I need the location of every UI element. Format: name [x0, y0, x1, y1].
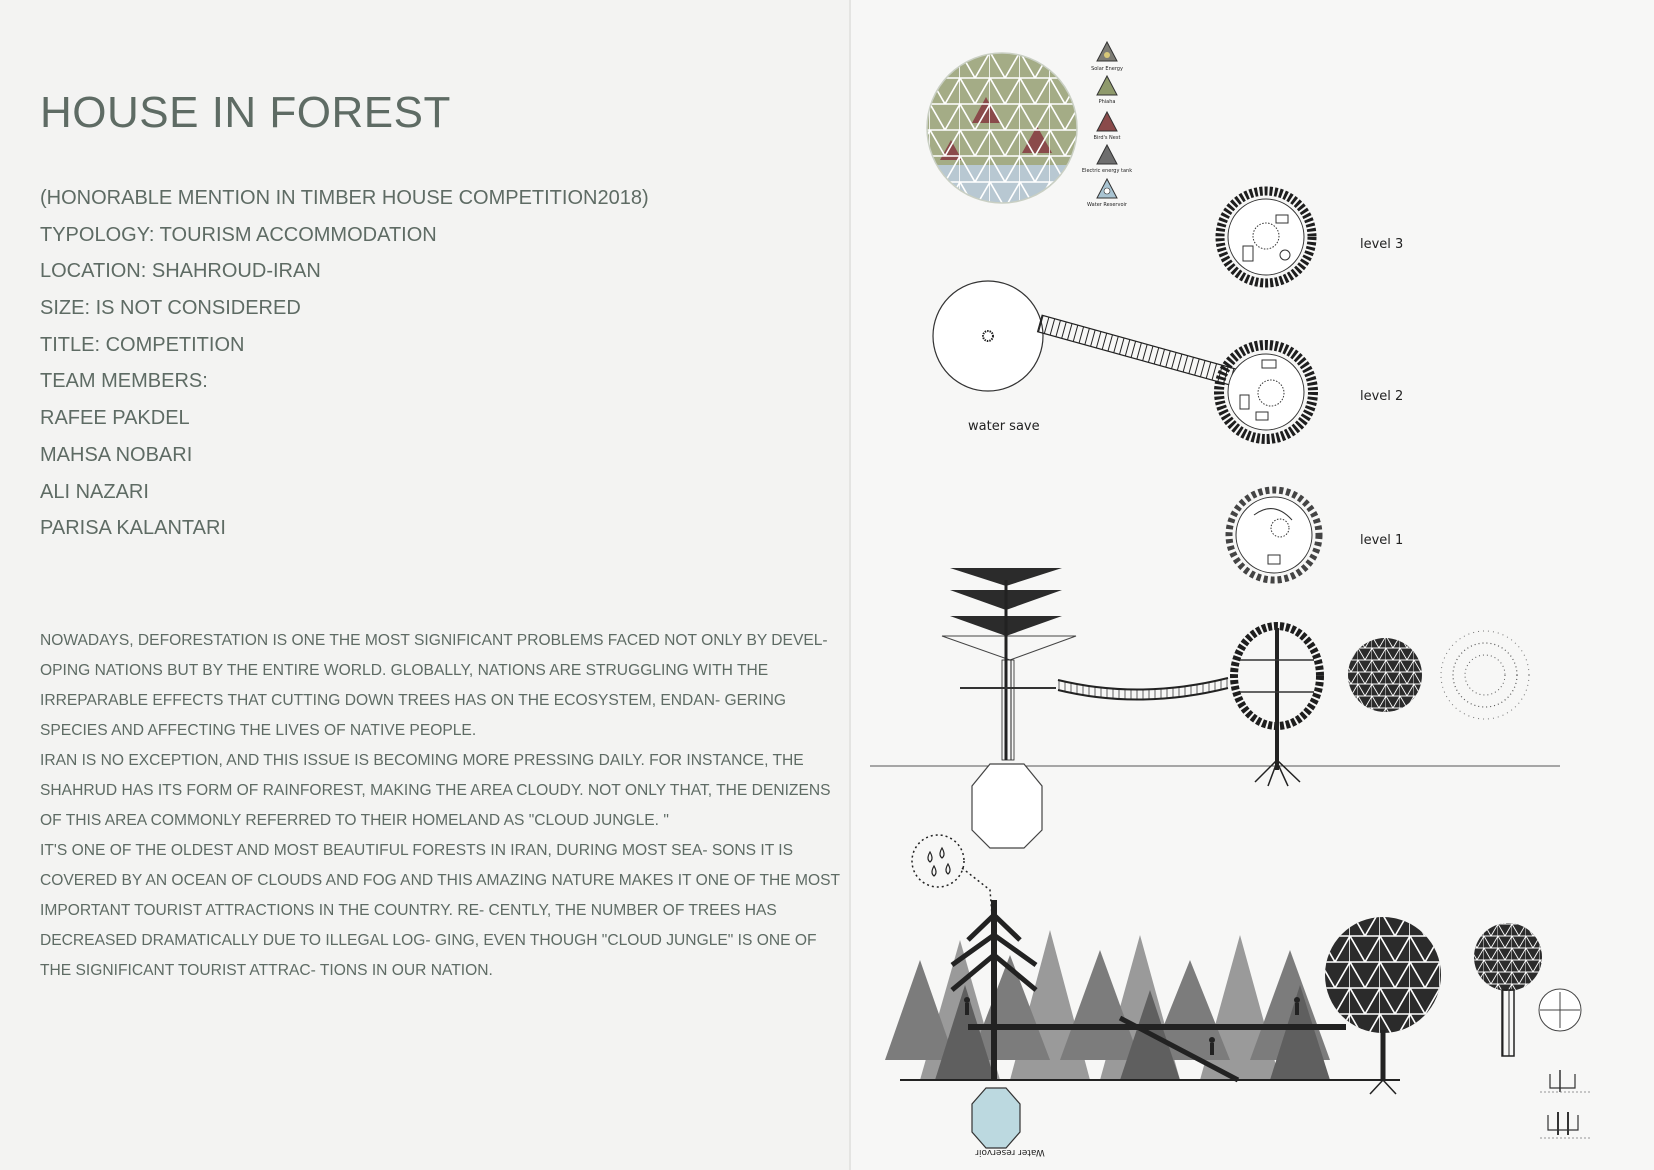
- roots: [1370, 1080, 1396, 1094]
- legend: [1082, 42, 1132, 208]
- water-drop-icon: [928, 848, 950, 876]
- foundation-detail: [1540, 1112, 1590, 1138]
- description-paragraph: IRAN IS NO EXCEPTION, AND THIS ISSUE IS BECOMING MORE PRESSING DAILY. FOR INSTANCE, THE SHAHRUD HAS ITS FORM OF RAINFOREST, MAKING THE AREA CLOUDY. NOT ONLY THAT, THE DENIZENS OF THIS AREA COMMONLY REFERRED TO THEIR HOMELAND AS "CLOUD JUNGLE. ": [40, 752, 831, 829]
- furniture: [1276, 215, 1288, 223]
- water-reservoir-tank: [972, 1088, 1020, 1148]
- plan-level-3: [1220, 191, 1403, 283]
- level-label: level 2: [1360, 389, 1404, 404]
- elevation-drawing: [870, 568, 1560, 848]
- info-line: (HONORABLE MENTION IN TIMBER HOUSE COMPETITION2018): [40, 187, 649, 209]
- tree-ladder: [1502, 990, 1514, 1056]
- water-drop-icon: [1104, 188, 1110, 194]
- funnel: [942, 636, 1076, 660]
- sun-icon: [1104, 52, 1110, 58]
- info-line: TEAM MEMBERS:: [40, 370, 208, 393]
- info-line: TITLE: COMPETITION: [40, 333, 245, 356]
- info-line: SIZE: IS NOT CONSIDERED: [40, 297, 301, 320]
- level-label: level 3: [1360, 237, 1404, 252]
- furniture: [1262, 360, 1276, 368]
- furniture: [1268, 555, 1280, 564]
- legend-item: [1091, 42, 1123, 72]
- info-line: TYPOLOGY: TOURISM ACCOMMODATION: [40, 223, 437, 246]
- underground-tank: [972, 764, 1042, 848]
- tower-ladder: [1002, 660, 1014, 760]
- foundation-detail: [1540, 1070, 1590, 1092]
- rain-bubble: [912, 835, 964, 887]
- furniture: [1243, 246, 1253, 261]
- team-member: PARISA KALANTARI: [40, 517, 226, 540]
- level-label: level 1: [1360, 533, 1404, 548]
- legend-label: Electric energy tank: [1081, 168, 1133, 174]
- legend-item: [1094, 112, 1121, 141]
- legend-label: Phiaha: [1098, 99, 1116, 105]
- furniture: [1240, 395, 1249, 409]
- description-paragraph: IT'S ONE OF THE OLDEST AND MOST BEAUTIFUL FORESTS IN IRAN, DURING MOST SEA- SONS IT IS COVERED BY AN OCEAN OF CLOUDS AND FOG AND THIS AMAZING NATURE MAKES IT ONE OF THE MOST IMPORTANT TOURIST ATTRACTIONS IN THE COUNTRY. RE- CENTLY, THE NUMBER OF TREES HAS DECREASED DRAMATICALLY DUE TO ILLEGAL LOG- GING, EVEN THOUGH "CLOUD JUNGLE" IS ONE OF THE SIGNIFICANT TOURIST ATTRAC- TIONS IN OUR NATION.: [40, 842, 840, 979]
- dome-render: [927, 53, 1077, 205]
- legend-item: [1087, 179, 1128, 208]
- roots: [1255, 760, 1300, 786]
- legend-label: Water Reservoir: [1087, 202, 1127, 208]
- info-line: LOCATION: SHAHROUD-IRAN: [40, 260, 321, 283]
- plan-level-1: [1229, 490, 1403, 580]
- legend-item: [1082, 145, 1132, 174]
- water-reservoir-label: Water reservoir: [975, 1147, 1045, 1157]
- team-member: RAFEE PAKDEL: [40, 407, 190, 430]
- sphere-exploded: [1441, 631, 1529, 719]
- furniture: [1256, 412, 1268, 420]
- water-save-label: water save: [968, 419, 1040, 434]
- water-save-tank: [933, 281, 1043, 434]
- description-paragraph: NOWADAYS, DEFORESTATION IS ONE THE MOST SIGNIFICANT PROBLEMS FACED NOT ONLY BY DEVEL- OPING NATIONS BUT BY THE ENTIRE WORLD. GLOBALLY, NATIONS ARE STRUGGLING WITH THE IRREPARABLE EFFECTS THAT CUTTING DOWN TREES HAS ON THE ECOSYSTEM, ENDAN- GERING SPECIES AND AFFECTING THE LIVES OF NATIVE PEOPLE.: [40, 632, 828, 739]
- page-title: HOUSE IN FOREST: [40, 88, 451, 137]
- team-member: ALI NAZARI: [40, 480, 149, 503]
- legend-label: Solar Energy: [1091, 66, 1123, 72]
- legend-label: Bird's Nest: [1093, 135, 1121, 141]
- team-member: MAHSA NOBARI: [40, 443, 193, 466]
- bridge-plan: [1038, 315, 1238, 386]
- plan-level-2: [1219, 345, 1403, 439]
- forest-section: [885, 835, 1590, 1157]
- legend-item: [1097, 76, 1117, 105]
